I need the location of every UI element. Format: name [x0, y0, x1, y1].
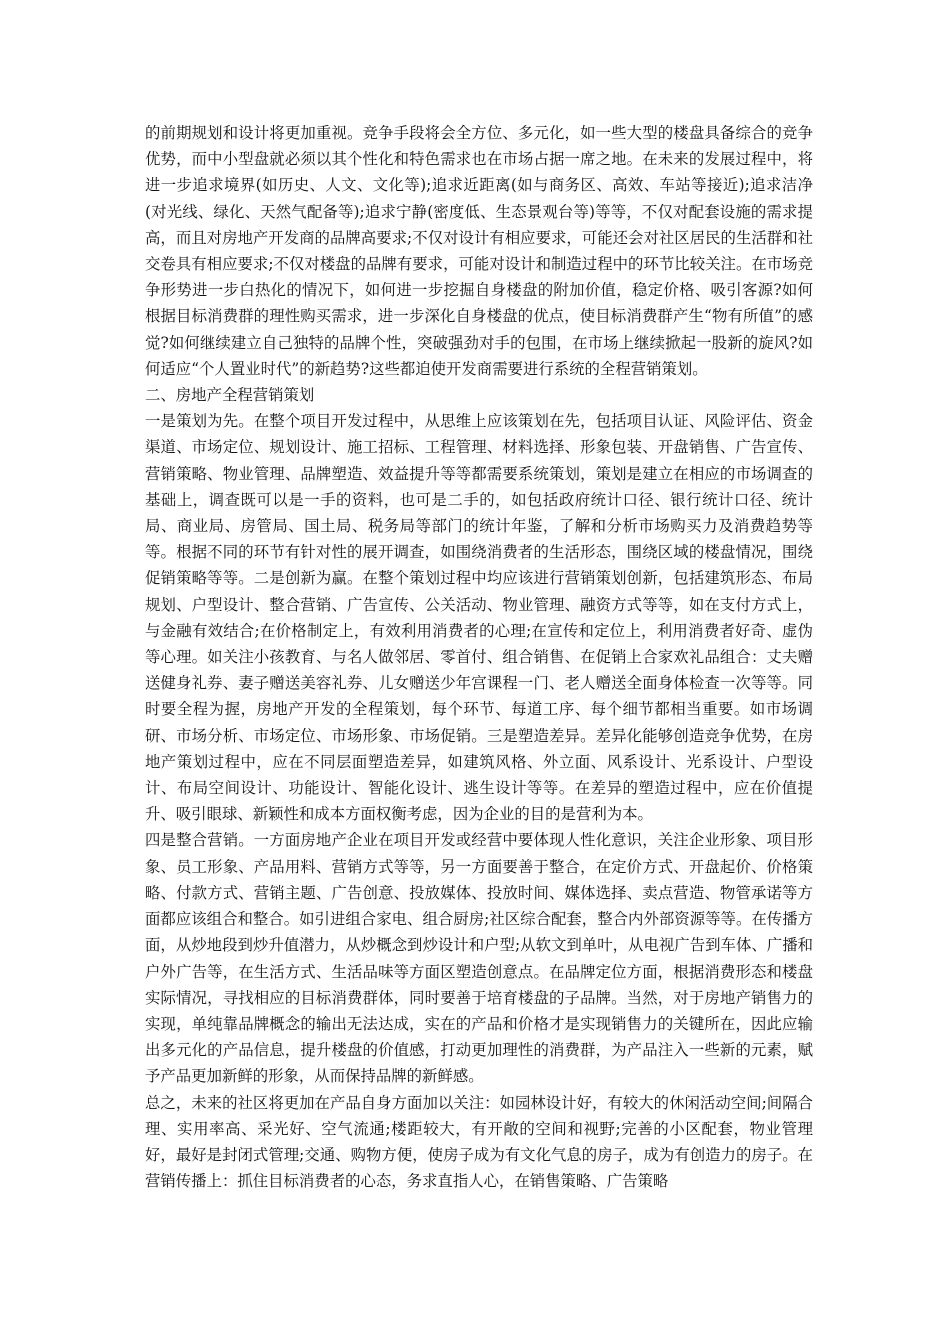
paragraph-intro: 的前期规划和设计将更加重视。竞争手段将会全方位、多元化，如一些大型的楼盘具备综合的竞争优势，而中小型盘就必须以其个性化和特色需求也在市场占据一席之地。在未来的发展过程中，将进一步追求境界(如历史、人文、文化等);追求近距离(如与商务区、高效、车站等接近);追求洁净(对光线、绿化、天然气配备等);追求宁静(密度低、生态景观台等)等等，不仅对配套设施的需求提高，而且对房地产开发商的品牌高要求;不仅对设计有相应要求，可能还会对社区居民的生活群和社交卷具有相应要求;不仅对楼盘的品牌有要求，可能对设计和制造过程中的环节比较关注。在市场竞争形势进一步白热化的情况下，如何进一步挖掘自身楼盘的附加价值，稳定价格、吸引客源?如何根据目标消费群的理性购买需求，进一步深化自身楼盘的优点，使目标消费群产生“物有所值”的感觉?如何继续建立自己独特的品牌个性，突破强劲对手的包围，在市场上继续掀起一股新的旋风?如何适应“个人置业时代”的新趋势?这些都迫使开发商需要进行系统的全程营销策划。: [145, 124, 813, 378]
paragraph-planning: 一是策划为先。在整个项目开发过程中，从思维上应该策划在先，包括项目认证、风险评估、资金渠道、市场定位、规划设计、施工招标、工程管理、材料选择、形象包装、开盘销售、广告宣传、营销策略、物业管理、品牌塑造、效益提升等等都需要系统策划，策划是建立在相应的市场调查的基础上，调查既可以是一手的资料，也可是二手的，如包括政府统计口径、银行统计口径、统计局、商业局、房管局、国土局、税务局等部门的统计年鉴，了解和分析市场购买力及消费趋势等等。根据不同的环节有针对性的展开调查，如围绕消费者的生活形态，围绕区域的楼盘情况，围绕促销策略等等。二是创新为赢。在整个策划过程中均应该进行营销策划创新，包括建筑形态、布局规划、户型设计、整合营销、广告宣传、公关活动、物业管理、融资方式等等，如在支付方式上，与金融有效结合;在价格制定上，有效利用消费者的心理;在宣传和定位上，利用消费者好奇、虚伪等心理。如关注小孩教育、与名人做邻居、零首付、组合销售、在促销上合家欢礼品组合：丈夫赠送健身礼券、妻子赠送美容礼券、儿女赠送少年宫课程一门、老人赠送全面身体检查一次等等。同时要全程为握，房地产开发的全程策划，每个环节、每道工序、每个细节都相当重要。如市场调研、市场分析、市场定位、市场形象、市场促销。三是塑造差异。差异化能够创造竞争优势，在房地产策划过程中，应在不同层面塑造差异，如建筑风格、外立面、风系设计、光系设计、户型设计、布局空间设计、功能设计、智能化设计、逃生设计等等。在差异的塑造过程中，应在价值提升、吸引眼球、新颖性和成本方面权衡考虑，因为企业的目的是营利为本。: [145, 412, 813, 824]
paragraph-integrated-marketing: 四是整合营销。一方面房地产企业在项目开发或经营中要体现人性化意识，关注企业形象、项目形象、员工形象、产品用料、营销方式等等，另一方面要善于整合，在定价方式、开盘起价、价格策略、付款方式、营销主题、广告创意、投放媒体、投放时间、媒体选择、卖点营造、物管承诺等方面都应该组合和整合。如引进组合家电、组合厨房;社区综合配套，整合内外部资源等等。在传播方面，从炒地段到炒升值潜力，从炒概念到炒设计和户型;从软文到单叶，从电视广告到车体、广播和户外广告等，在生活方式、生活品味等方面区塑造创意点。在品牌定位方面，根据消费形态和楼盘实际情况，寻找相应的目标消费群体，同时要善于培育楼盘的子品牌。当然，对于房地产销售力的实现，单纯靠品牌概念的输出无法达成，实在的产品和价格才是实现销售力的关键所在，因此应输出多元化的产品信息，提升楼盘的价值感，打动更加理性的消费群，为产品注入一些新的元素，赋予产品更加新鲜的形象，从而保持品牌的新鲜感。: [145, 831, 813, 1086]
paragraph-conclusion: 总之，未来的社区将更加在产品自身方面加以关注：如园林设计好，有较大的休闲活动空间;间隔合理、实用率高、采光好、空气流通;楼距较大，有开敞的空间和视野;完善的小区配套，物业管理好，最好是封闭式管理;交通、购物方便，使房子成为有文化气息的房子，成为有创造力的房子。在营销传播上：抓住目标消费者的心态，务求直指人心，在销售策略、广告策略: [145, 1093, 813, 1191]
section-heading: 二、房地产全程营销策划: [145, 386, 315, 405]
document-body: [145, 120, 813, 1194]
